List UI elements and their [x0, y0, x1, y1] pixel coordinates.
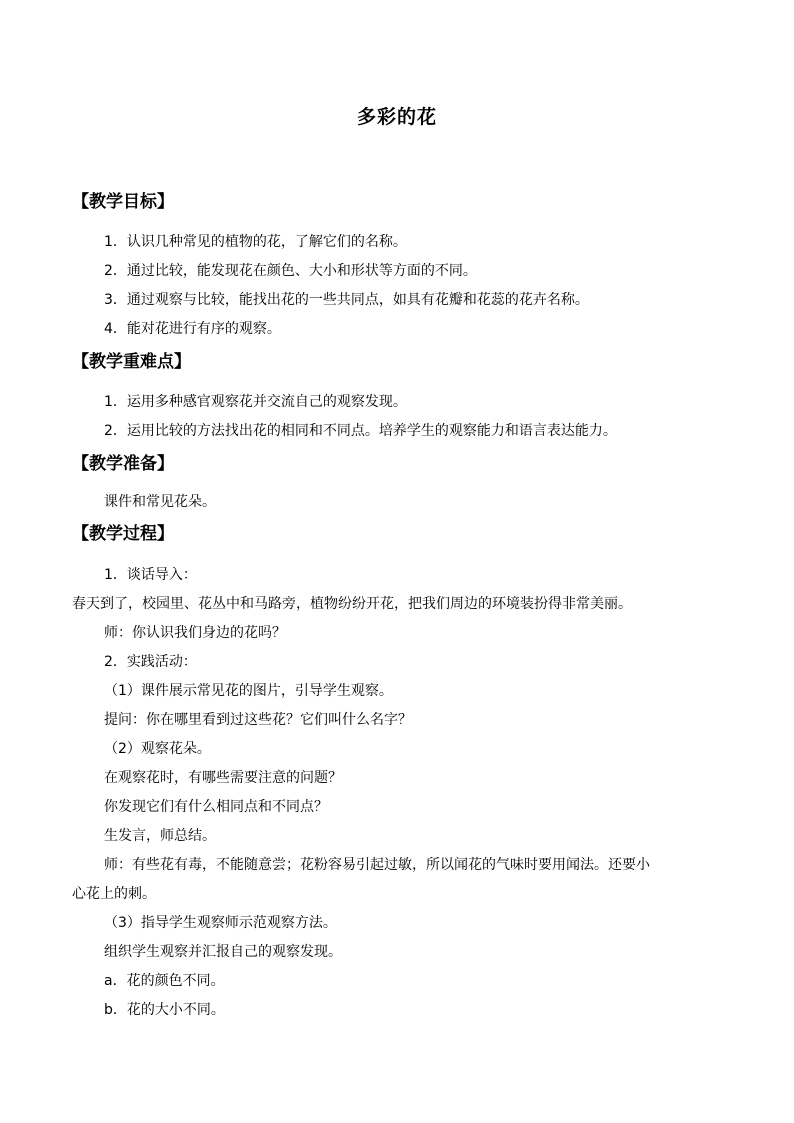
process-line: 师：你认识我们身边的花吗？ — [104, 625, 286, 641]
process-line: （1）课件展示常见花的图片，引导学生观察。 — [104, 683, 393, 699]
section-heading-preparation: 【教学准备】 — [72, 454, 174, 474]
section-heading-key-points: 【教学重难点】 — [72, 352, 191, 372]
objective-line: 4．能对花进行有序的观察。 — [104, 321, 281, 337]
objective-line: 2．通过比较，能发现花在颜色、大小和形状等方面的不同。 — [104, 263, 477, 279]
process-line: a．花的颜色不同。 — [104, 973, 225, 989]
process-line: 1．谈话导入： — [104, 567, 197, 583]
objective-line: 1．认识几种常见的植物的花，了解它们的名称。 — [104, 234, 407, 250]
process-line: b．花的大小不同。 — [104, 1002, 225, 1018]
page-title: 多彩的花 — [356, 106, 437, 128]
process-line: 提问：你在哪里看到过这些花？它们叫什么名字？ — [104, 712, 412, 728]
key-point-line: 2．运用比较的方法找出花的相同和不同点。培养学生的观察能力和语言表达能力。 — [104, 423, 617, 439]
key-point-line: 1．运用多种感官观察花并交流自己的观察发现。 — [104, 394, 407, 410]
preparation-line: 课件和常见花朵。 — [104, 494, 216, 510]
process-line: 在观察花时，有哪些需要注意的问题？ — [104, 770, 342, 786]
process-line: 你发现它们有什么相同点和不同点？ — [104, 799, 328, 815]
objective-line: 3．通过观察与比较，能找出花的一些共同点，如具有花瓣和花蕊的花卉名称。 — [104, 292, 589, 308]
process-line: 春天到了，校园里、花丛中和马路旁，植物纷纷开花，把我们周边的环境装扮得非常美丽。 — [72, 596, 632, 612]
process-line: 师：有些花有毒，不能随意尝；花粉容易引起过敏，所以闻花的气味时要用闻法。还要小 — [104, 857, 650, 873]
process-line: 心花上的刺。 — [72, 886, 156, 902]
section-heading-objectives: 【教学目标】 — [72, 192, 174, 212]
process-line: 2．实践活动： — [104, 654, 197, 670]
process-line: （2）观察花朵。 — [104, 741, 211, 757]
process-line: 生发言，师总结。 — [104, 828, 216, 844]
section-heading-process: 【教学过程】 — [72, 524, 174, 544]
process-line: （3）指导学生观察师示范观察方法。 — [104, 915, 337, 931]
process-line: 组织学生观察并汇报自己的观察发现。 — [104, 944, 342, 960]
